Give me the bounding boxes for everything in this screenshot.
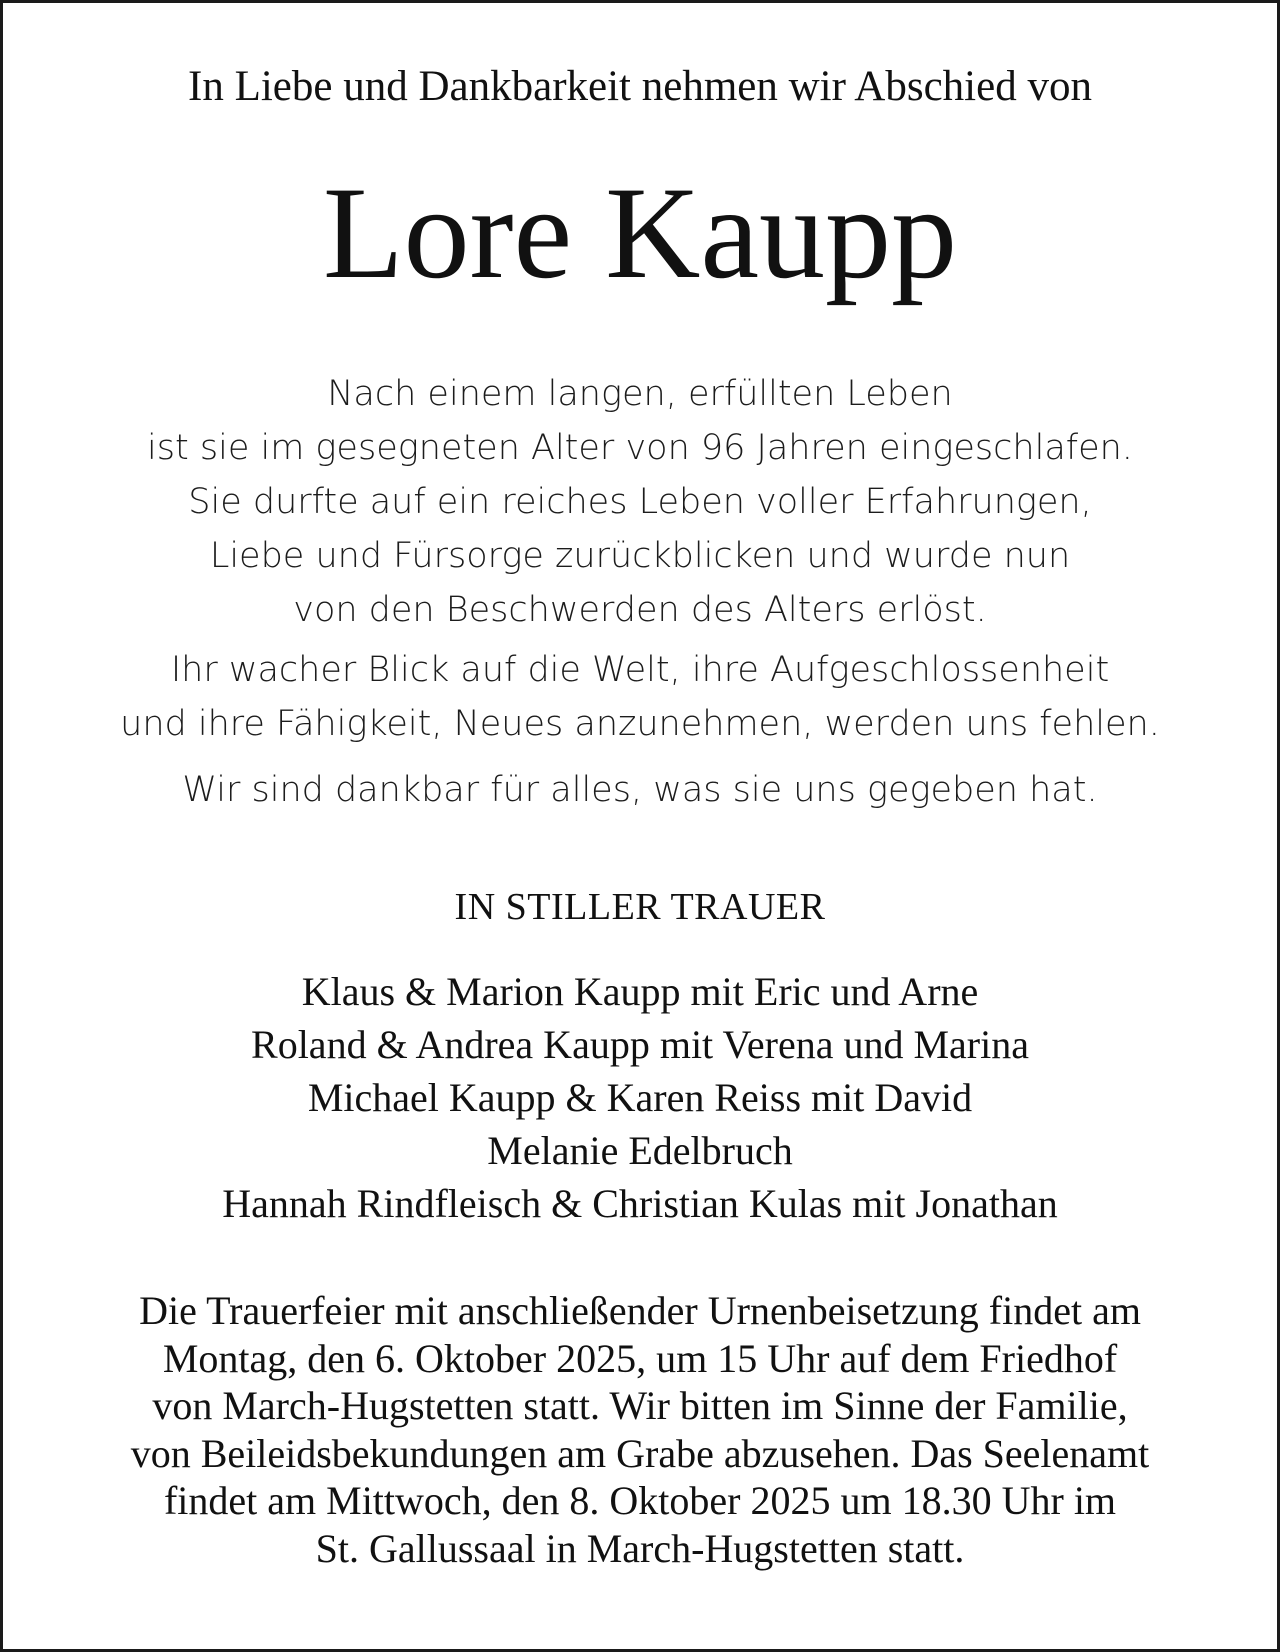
text-line: Nach einem langen, erfüllten Leben (327, 374, 953, 414)
family-list (3, 965, 1277, 1230)
service-line: Die Trauerfeier mit anschließender Urnenbeisetzung findet am (139, 1288, 1141, 1333)
family-member-line: Hannah Rindfleisch & Christian Kulas mit Jonathan (222, 1181, 1058, 1226)
service-line: St. Gallussaal in March-Hugstetten statt. (315, 1525, 965, 1571)
family-member-line: Roland & Andrea Kaupp mit Verena und Marina (251, 1022, 1029, 1067)
text-line: von den Beschwerden des Alters erlöst. (293, 590, 987, 630)
text-line: Sie durfte auf ein reiches Leben voller Erfahrungen, (188, 482, 1092, 522)
text-line: und ihre Fähigkeit, Neues anzunehmen, werden uns fehlen. (120, 704, 1160, 744)
deceased-name: Lore Kaupp (322, 159, 958, 306)
intro-line: In Liebe und Dankbarkeit nehmen wir Abschied von (188, 63, 1092, 110)
family-member-line: Michael Kaupp & Karen Reiss mit David (307, 1075, 973, 1120)
gratitude-paragraph (3, 763, 1277, 817)
service-line: von Beileidsbekundungen am Grabe abzusehen. Das Seelenamt (130, 1430, 1150, 1476)
text-line: Wir sind dankbar für alles, was sie uns gegeben hat. (182, 770, 1098, 810)
family-member-line: Klaus & Marion Kaupp mit Eric und Arne (301, 969, 979, 1014)
service-line: Montag, den 6. Oktober 2025, um 15 Uhr auf dem Friedhof (162, 1335, 1118, 1381)
text-line: Ihr wacher Blick auf die Welt, ihre Aufgeschlossenheit (170, 650, 1110, 690)
family-member-line: Melanie Edelbruch (487, 1128, 793, 1173)
service-line: von March-Hugstetten statt. Wir bitten im Sinne der Familie, (152, 1383, 1128, 1428)
life-paragraph (3, 367, 1277, 637)
mourning-heading: IN STILLER TRAUER (454, 886, 826, 928)
text-line: ist sie im gesegneten Alter von 96 Jahren eingeschlafen. (147, 428, 1133, 468)
service-details (3, 1287, 1277, 1572)
text-line: Liebe und Fürsorge zurückblicken und wurde nun (209, 536, 1071, 576)
remembrance-paragraph (3, 643, 1277, 751)
service-line: findet am Mittwoch, den 8. Oktober 2025 um 18.30 Uhr im (163, 1478, 1117, 1523)
